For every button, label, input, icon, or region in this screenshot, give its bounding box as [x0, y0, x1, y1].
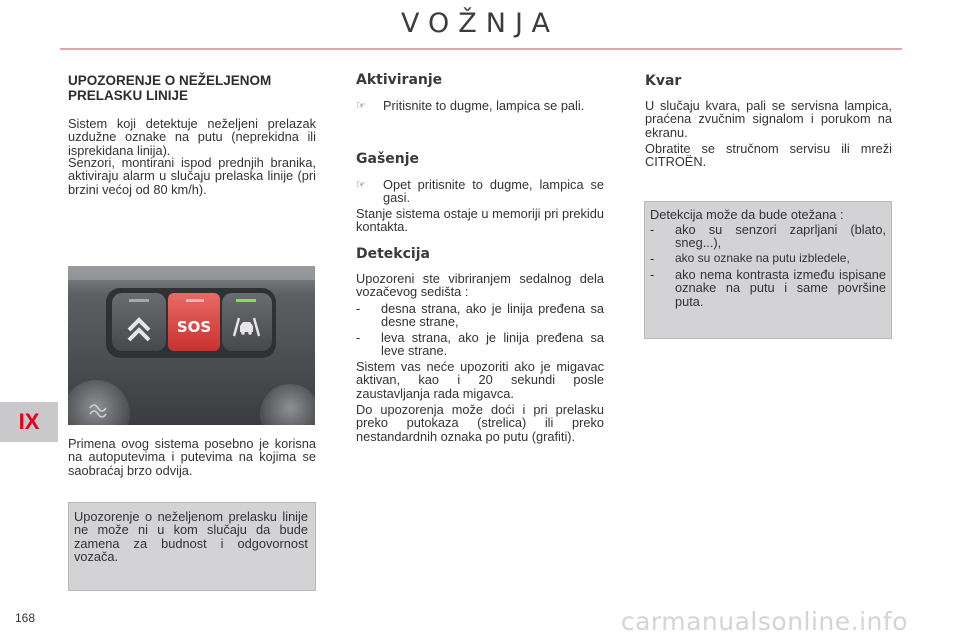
usage-paragraph: Primena ovog sistema posebno je korisna na autoputevima i putevima na kojima se saobraćaj brzo odvija. — [68, 436, 316, 478]
aktiviranje-title: Aktiviranje — [356, 72, 443, 88]
list-item: - ako su senzori zaprljani (blato, sneg...), — [650, 222, 886, 251]
dashboard-buttons-illustration — [68, 266, 315, 425]
section-title-main — [68, 73, 318, 103]
sensor-paragraph: Senzori, montirani ispod prednjih branika, aktiviraju alarm u slučaju prelaska linije (pri brzini većoj od 80 km/h). — [68, 155, 316, 197]
dashboard-buttons-photo — [68, 266, 315, 425]
gasenje-text: Opet pritisnite to dugme, lampica se gasi. — [383, 177, 604, 206]
header-divider — [60, 48, 902, 50]
chapter-tab[interactable] — [0, 402, 58, 442]
migavac-paragraph: Sistem vas neće upozoriti ako je migavac aktivan, kao i 20 sekundi posle zaustavljanja rada migavca. — [356, 359, 604, 401]
page-title: VOŽNJA — [401, 8, 559, 39]
detekcija-title: Detekcija — [356, 246, 430, 262]
pointing-hand-icon: ☞ — [356, 179, 366, 191]
aktiviranje-step — [356, 99, 604, 113]
gasenje-title: Gašenje — [356, 151, 420, 167]
sos-label: SOS — [176, 318, 212, 336]
chapter-tab-label: IX — [18, 409, 40, 434]
sos-button — [168, 293, 220, 351]
putokaz-paragraph: Do upozorenja može doći i pri prelasku preko putokaza (strelica) ili preko nestandardnih oznaka po putu (grafiti). — [356, 402, 604, 444]
list-item: - ako nema kontrasta između ispisane oznake na putu i same površine puta. — [650, 267, 886, 309]
hazard-button — [112, 293, 166, 351]
list-item: - ako su oznake na putu izbledele, — [650, 251, 850, 266]
lane-departure-button — [222, 293, 272, 351]
service-paragraph: Obratite se stručnom servisu ili mreži CITROËN. — [645, 141, 892, 170]
detection-note-intro: Detekcija može da bude otežana : — [650, 207, 844, 222]
warning-note-text: Upozorenje o neželjenom prelasku linije ne može ni u kom slučaju da bude zamena za budnost i odgovornost vozača. — [74, 509, 308, 565]
section-title-line2: PRELASKU LINIJE — [68, 88, 189, 103]
detekcija-paragraph: Upozoreni ste vibriranjem sedalnog dela vozačevog sedišta : — [356, 271, 604, 300]
kvar-title: Kvar — [645, 73, 682, 89]
memory-paragraph: Stanje sistema ostaje u memoriji pri prekidu kontakta. — [356, 206, 604, 235]
kvar-paragraph: U slučaju kvara, pali se servisna lampica, praćena zvučnim signalom i porukom na ekranu. — [645, 98, 892, 140]
aktiviranje-text: Pritisnite to dugme, lampica se pali. — [383, 98, 585, 113]
list-item: - desna strana, ako je linija pređena sa desne strane, — [356, 301, 604, 330]
section-title-line1: UPOZORENJE O NEŽELJENOM — [68, 73, 272, 88]
watermark: carmanualsonline.info — [620, 607, 908, 636]
list-item: - leva strana, ako je linija pređena sa leve strane. — [356, 330, 604, 359]
gasenje-step — [356, 178, 604, 205]
intro-paragraph: Sistem koji detektuje neželjeni prelazak uzdužne oznake na putu (neprekidna ili isprekidana linija). — [68, 116, 316, 158]
page-number: 168 — [15, 611, 36, 625]
pointing-hand-icon: ☞ — [356, 100, 366, 112]
